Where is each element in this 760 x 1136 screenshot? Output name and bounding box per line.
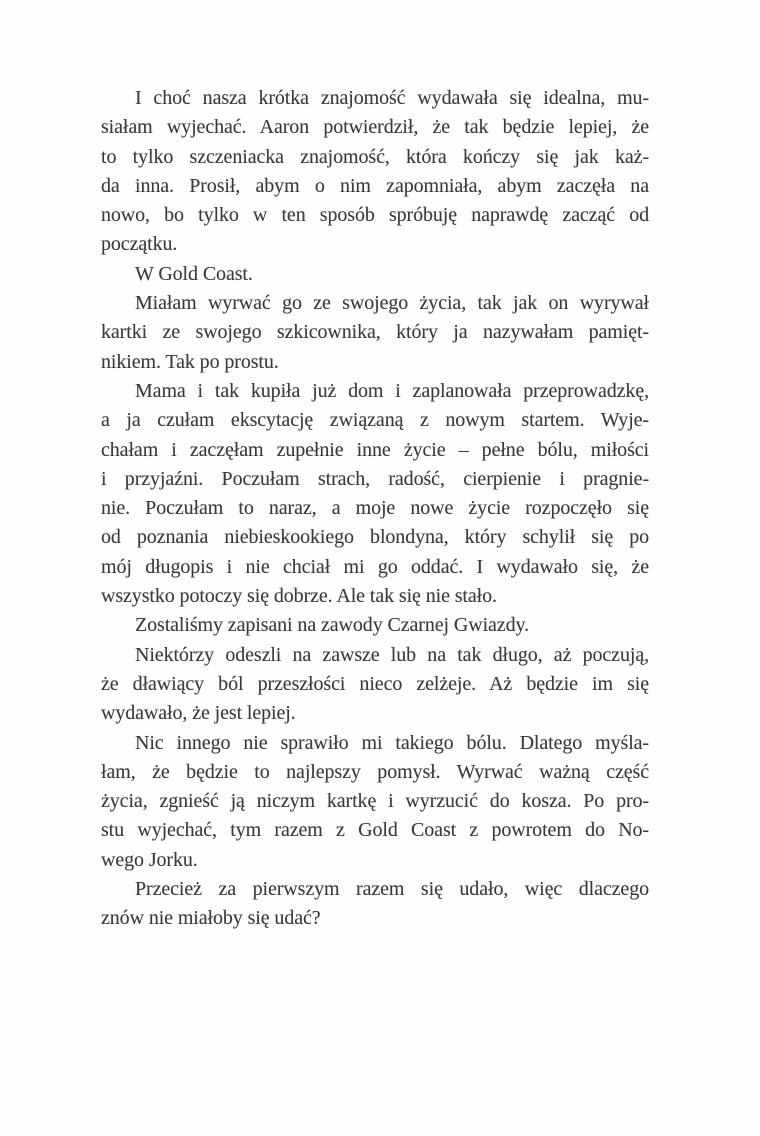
text-line: stu wyjechać, tym razem z Gold Coast z powrotem do No-: [101, 819, 649, 842]
paragraph: [101, 377, 649, 611]
text-line: Zostaliśmy zapisani na zawody Czarnej Gwiazdy.: [135, 614, 529, 637]
text-line: chałam i zaczęłam zupełnie inne życie – pełne bólu, miłości: [101, 438, 649, 461]
paragraph: [101, 729, 649, 875]
text-line: kartki ze swojego szkicownika, który ja nazywałam pamięt-: [101, 321, 649, 344]
text-line: wydawało, że jest lepiej.: [101, 702, 296, 725]
page-text-block: [101, 84, 649, 934]
text-line: to tylko szczeniacka znajomość, która kończy się jak każ-: [101, 145, 649, 168]
text-line: mój długopis i nie chciał mi go oddać. I wydawało się, że: [101, 555, 649, 578]
paragraph: [101, 641, 649, 729]
paragraph: [101, 875, 649, 934]
paragraph: [101, 611, 649, 640]
text-line: siałam wyjechać. Aaron potwierdził, że tak będzie lepiej, że: [101, 116, 649, 139]
text-line: życia, zgnieść ją niczym kartkę i wyrzucić do kosza. Po pro-: [101, 790, 649, 813]
text-line: Nic innego nie sprawiło mi takiego bólu. Dlatego myśla-: [135, 731, 649, 754]
text-line: łam, że będzie to najlepszy pomysł. Wyrwać ważną część: [101, 760, 649, 783]
text-line: Przecież za pierwszym razem się udało, więc dlaczego: [135, 878, 649, 901]
text-line: Mama i tak kupiła już dom i zaplanowała przeprowadzkę,: [135, 379, 649, 402]
text-line: nowo, bo tylko w ten sposób spróbuję naprawdę zacząć od: [101, 204, 649, 227]
text-line: wego Jorku.: [101, 848, 198, 871]
text-line: Miałam wyrwać go ze swojego życia, tak jak on wyrywał: [135, 292, 649, 315]
text-line: od poznania niebieskookiego blondyna, który schylił się po: [101, 526, 649, 549]
text-line: da inna. Prosił, abym o nim zapomniała, abym zaczęła na: [101, 174, 649, 197]
text-line: a ja czułam ekscytację związaną z nowym startem. Wyje-: [101, 409, 649, 432]
text-line: I choć nasza krótka znajomość wydawała się idealna, mu-: [135, 87, 649, 109]
text-line: znów nie miałoby się udać?: [101, 907, 321, 930]
text-line: W Gold Coast.: [135, 262, 253, 285]
text-line: nie. Poczułam to naraz, a moje nowe życie rozpoczęło się: [101, 497, 649, 520]
paragraph: [101, 289, 649, 377]
paragraph: [101, 260, 649, 289]
text-line: że dławiący ból przeszłości nieco zelżeje. Aż będzie im się: [101, 672, 649, 695]
text-line: początku.: [101, 233, 178, 256]
paragraph: [101, 84, 649, 260]
text-line: i przyjaźni. Poczułam strach, radość, cierpienie i pragnie-: [101, 467, 649, 490]
text-line: Niektórzy odeszli na zawsze lub na tak długo, aż poczują,: [135, 643, 649, 666]
text-line: nikiem. Tak po prostu.: [101, 350, 279, 373]
text-line: wszystko potoczy się dobrze. Ale tak się nie stało.: [101, 585, 497, 608]
